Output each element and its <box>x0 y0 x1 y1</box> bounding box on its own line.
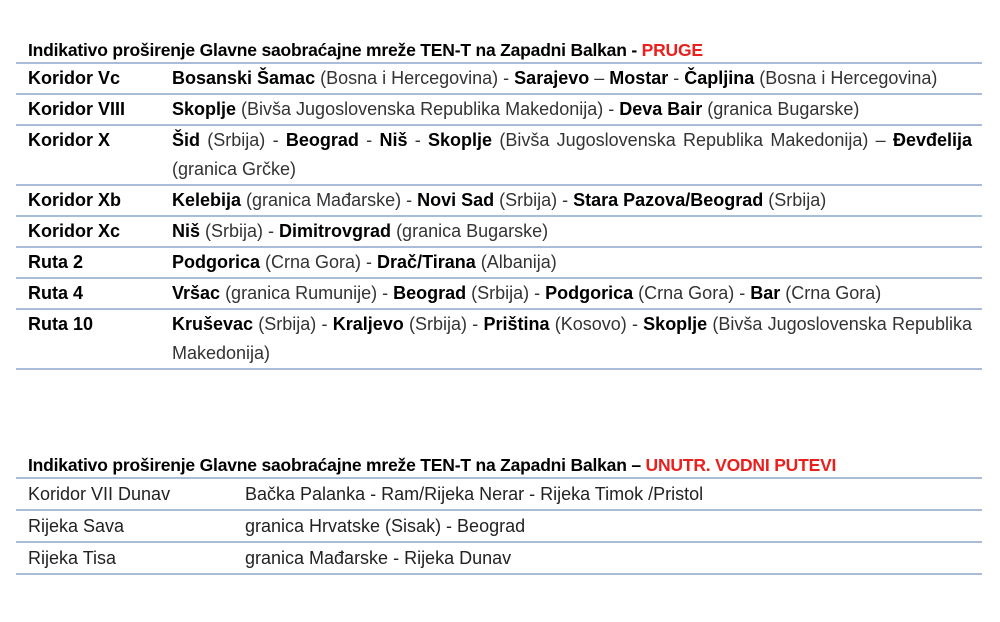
route-city: Skoplje <box>643 314 708 334</box>
corridor-route <box>172 125 982 185</box>
waterway-route: Bačka Palanka - Ram/Rijeka Nerar - Rijeka Timok /Pristol <box>245 478 982 510</box>
route-city: Mostar <box>609 68 669 88</box>
railways-title-text: Indikativo proširenje Glavne saobraćajne mreže TEN-T na Zapadni Balkan - <box>28 40 642 60</box>
route-city: Skoplje <box>428 130 493 150</box>
table-row <box>16 510 982 542</box>
table-row <box>16 247 982 278</box>
route-city: Niš <box>379 130 408 150</box>
route-detail: (Srbija) - <box>253 314 333 334</box>
table-row <box>16 216 982 247</box>
corridor-route <box>172 185 982 216</box>
table-row <box>16 478 982 510</box>
route-city: Skoplje <box>172 99 237 119</box>
route-city: Priština <box>483 314 550 334</box>
table-row <box>16 278 982 309</box>
table-row <box>16 94 982 125</box>
railways-section <box>16 38 982 370</box>
route-detail: (Bosna i Hercegovina) <box>754 68 938 88</box>
route-detail: (Bivša Jugoslovenska Republika Makedonija) – <box>492 130 893 150</box>
route-detail: (Srbija) <box>763 190 827 210</box>
corridor-name: Koridor Xc <box>16 216 172 247</box>
route-detail: (Srbija) - <box>200 221 280 241</box>
waterway-route: granica Hrvatske (Sisak) - Beograd <box>245 510 982 542</box>
waterway-route: granica Mađarske - Rijeka Dunav <box>245 542 982 574</box>
table-row <box>16 125 982 185</box>
railways-title-highlight: PRUGE <box>641 40 703 60</box>
corridor-route <box>172 216 982 247</box>
route-detail: (Crna Gora) - <box>633 283 751 303</box>
route-detail: (granica Mađarske) - <box>241 190 418 210</box>
route-detail: (granica Bugarske) <box>702 99 860 119</box>
corridor-route <box>172 94 982 125</box>
corridor-name: Koridor VIII <box>16 94 172 125</box>
waterway-name: Rijeka Tisa <box>16 542 245 574</box>
route-city: Beograd <box>393 283 467 303</box>
route-detail: (Crna Gora) <box>780 283 882 303</box>
route-detail: (Srbija) - <box>403 314 484 334</box>
waterways-table <box>16 477 982 575</box>
route-detail: - <box>358 130 380 150</box>
route-city: Drač/Tirana <box>377 252 476 272</box>
corridor-route <box>172 63 982 94</box>
route-city: Sarajevo <box>514 68 590 88</box>
route-detail: (granica Rumunije) - <box>220 283 394 303</box>
route-detail: - <box>668 68 685 88</box>
route-city: Kraljevo <box>332 314 404 334</box>
route-city: Stara Pazova/Beograd <box>573 190 764 210</box>
corridor-name: Ruta 10 <box>16 309 172 369</box>
table-row <box>16 185 982 216</box>
route-city: Kelebija <box>172 190 242 210</box>
corridor-route <box>172 309 982 369</box>
route-detail: (granica Grčke) <box>172 159 297 179</box>
route-detail: - <box>407 130 429 150</box>
railways-table <box>16 62 982 370</box>
corridor-name: Koridor X <box>16 125 172 185</box>
waterways-title-highlight: UNUTR. VODNI PUTEVI <box>645 455 837 475</box>
table-row <box>16 309 982 369</box>
route-detail: (Bivša Jugoslovenska Republika Makedonija) - <box>236 99 620 119</box>
route-city: Deva Bair <box>619 99 703 119</box>
waterways-section <box>16 453 982 575</box>
route-city: Bosanski Šamac <box>172 68 316 88</box>
corridor-name: Koridor Vc <box>16 63 172 94</box>
table-row <box>16 63 982 94</box>
corridor-route <box>172 247 982 278</box>
railways-title <box>16 38 982 62</box>
route-detail: (Crna Gora) - <box>260 252 378 272</box>
route-detail: – <box>589 68 610 88</box>
waterways-title-text: Indikativo proširenje Glavne saobraćajne mreže TEN-T na Zapadni Balkan – <box>28 455 646 475</box>
route-city: Beograd <box>285 130 359 150</box>
corridor-name: Ruta 4 <box>16 278 172 309</box>
route-city: Novi Sad <box>417 190 495 210</box>
route-city: Dimitrovgrad <box>279 221 392 241</box>
route-city: Kruševac <box>172 314 254 334</box>
route-detail: (Albanija) <box>475 252 557 272</box>
route-city: Bar <box>750 283 781 303</box>
route-detail: (granica Bugarske) <box>391 221 549 241</box>
route-city: Vršac <box>172 283 221 303</box>
route-city: Šid <box>172 130 201 150</box>
table-row <box>16 542 982 574</box>
waterway-name: Rijeka Sava <box>16 510 245 542</box>
corridor-name: Ruta 2 <box>16 247 172 278</box>
route-detail: (Bosna i Hercegovina) - <box>315 68 515 88</box>
route-detail: (Srbija) - <box>494 190 574 210</box>
route-detail: (Srbija) - <box>200 130 286 150</box>
route-city: Čapljina <box>684 68 755 88</box>
route-city: Đevđelija <box>892 130 972 150</box>
route-city: Niš <box>172 221 201 241</box>
waterways-title <box>16 453 982 477</box>
waterway-name: Koridor VII Dunav <box>16 478 245 510</box>
route-city: Podgorica <box>172 252 261 272</box>
route-detail: (Kosovo) - <box>549 314 644 334</box>
route-detail: (Srbija) - <box>466 283 546 303</box>
route-city: Podgorica <box>545 283 634 303</box>
route-detail: (Bivša Jugoslovenska Republika Makedonija) <box>172 314 972 363</box>
corridor-name: Koridor Xb <box>16 185 172 216</box>
corridor-route <box>172 278 982 309</box>
